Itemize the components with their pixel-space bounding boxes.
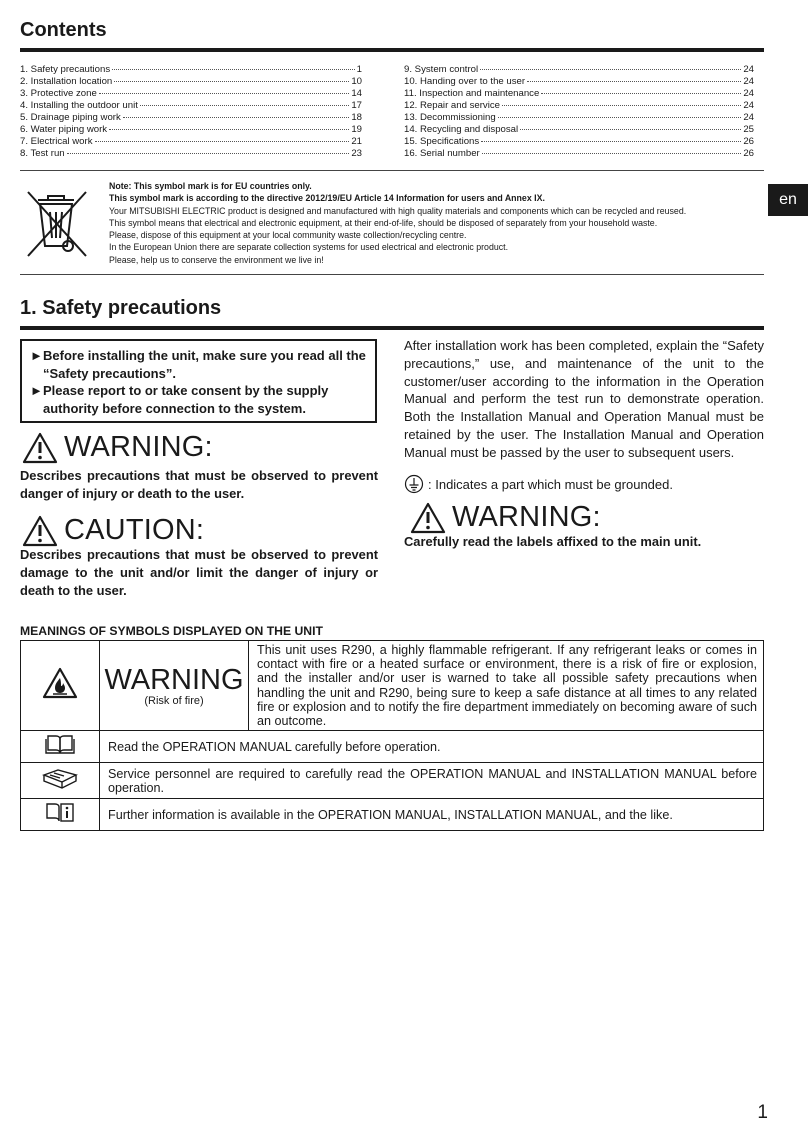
- toc-entry[interactable]: [404, 112, 754, 124]
- toc-right-column: [404, 64, 754, 160]
- safety-notice-box: [20, 339, 377, 423]
- toc-leader-dots: [109, 129, 349, 130]
- page-number: 1: [757, 1102, 768, 1123]
- eu-note: [109, 180, 759, 266]
- read-manual-text: Read the OPERATION MANUAL carefully before operation.: [100, 731, 764, 763]
- toc-entry[interactable]: [20, 100, 362, 112]
- toc-entry-title: 7. Electrical work: [20, 136, 93, 148]
- safety-rule: [20, 326, 764, 330]
- toc-leader-dots: [482, 153, 742, 154]
- eu-note-bold-2: This symbol mark is according to the directive 2012/19/EU Article 14 Information for users and Annex IX.: [109, 193, 545, 204]
- toc-entry-title: 9. System control: [404, 64, 479, 75]
- installation-explanation: After installation work has been completed, explain the “Safety precautions,” use, and maintenance of the unit to the customer/user according to the information in the Operation Manual and perform the test run to demonstrate operation. Both the Installation Manual and Operation Manual must be retained by the user. The Installation Manual and Operation Manual must be passed by the user to subsequent users.: [404, 338, 764, 460]
- eu-note-line-2: This symbol means that electrical and electronic equipment, at their end-of-life, should be disposed of separately from your household waste.: [109, 217, 658, 228]
- notice-line-1: Before installing the unit, make sure you read all the “Safety precautions”.: [43, 348, 366, 381]
- toc-entry[interactable]: [20, 136, 362, 148]
- ground-text: : Indicates a part which must be grounded.: [428, 476, 673, 492]
- toc-entry[interactable]: [20, 112, 362, 124]
- service-personnel-text: Service personnel are required to carefully read the OPERATION MANUAL and INSTALLATION MANUAL before operation.: [100, 763, 764, 799]
- warning-word: WARNING:: [64, 431, 213, 463]
- r290-description: This unit uses R290, a highly flammable refrigerant. If any refrigerant leaks or comes in contact with fire or a heated surface or environment, there is a risk of fire or explosion, and the installer and/or user is warned to take all possible safety precautions when handling the unit and R290, being sure to keep a safe distance at all times to any related fire or explosion and to notify the fire department immediately on becoming aware of such an outcome.: [249, 641, 764, 731]
- caution-signal: [22, 514, 204, 547]
- warning-description: Describes precautions that must be observed to prevent danger of injury or death to the user.: [20, 468, 378, 501]
- table-row: [21, 763, 764, 799]
- toc-entry-title: 14. Recycling and disposal: [404, 124, 519, 136]
- toc-entry-title: 10. Handing over to the user: [404, 76, 526, 88]
- toc-entry-title: 12. Repair and service: [404, 100, 500, 112]
- toc-entry-title: 1. Safety precautions: [20, 64, 111, 75]
- contents-heading: Contents: [20, 19, 107, 41]
- warning-signal: [22, 431, 213, 464]
- toc-entry-page: 18: [351, 112, 362, 124]
- table-row: [21, 731, 764, 763]
- toc-entry-title: 2. Installation location: [20, 76, 113, 88]
- caution-description: Describes precautions that must be observed to prevent damage to the unit and/or limit the danger of injury or death to the user.: [20, 547, 378, 598]
- symbols-table: [20, 640, 764, 831]
- toc-entry-page: 26: [743, 136, 754, 148]
- warning-triangle-icon: [410, 502, 446, 534]
- toc-entry-page: 1: [356, 64, 362, 75]
- toc-entry-title: 8. Test run: [20, 148, 65, 160]
- toc-entry[interactable]: [20, 124, 362, 136]
- toc-leader-dots: [520, 129, 741, 130]
- risk-of-fire-label: (Risk of fire): [144, 694, 204, 707]
- eu-note-line-4: In the European Union there are separate collection systems for used electrical and electronic product.: [109, 242, 509, 253]
- toc-entry-title: 11. Inspection and maintenance: [404, 88, 540, 100]
- toc-entry-page: 14: [351, 88, 362, 100]
- toc-entry-page: 26: [743, 148, 754, 160]
- crossed-bin-icon: [24, 186, 90, 262]
- toc-leader-dots: [140, 105, 349, 106]
- caution-word: CAUTION:: [64, 514, 205, 546]
- toc-entry-title: 6. Water piping work: [20, 124, 108, 136]
- toc-entry-page: 17: [351, 100, 362, 112]
- arrow-icon: ►: [30, 383, 43, 398]
- notice-line-2: Please report to or take consent by the supply authority before connection to the system.: [43, 383, 329, 416]
- toc-entry-title: 15. Specifications: [404, 136, 480, 148]
- toc-leader-dots: [481, 141, 741, 142]
- toc-entry-page: 10: [351, 76, 362, 88]
- toc-entry[interactable]: [20, 88, 362, 100]
- toc-entry-page: 21: [351, 136, 362, 148]
- toc-entry[interactable]: [404, 136, 754, 148]
- eu-note-bold-1: Note: This symbol mark is for EU countries only.: [109, 181, 312, 191]
- toc-entry-page: 24: [743, 88, 754, 100]
- toc-leader-dots: [498, 117, 742, 118]
- eu-note-line-3: Please, dispose of this equipment at your local community waste collection/recycling centre.: [109, 230, 467, 241]
- toc-entry[interactable]: [404, 64, 754, 76]
- toc-entry-title: 13. Decommissioning: [404, 112, 496, 124]
- toc-divider: [20, 170, 764, 171]
- ground-icon: [404, 474, 424, 494]
- toc-entry[interactable]: [20, 76, 362, 88]
- meanings-heading: MEANINGS OF SYMBOLS DISPLAYED ON THE UNIT: [20, 624, 323, 638]
- toc-entry-title: 3. Protective zone: [20, 88, 97, 100]
- toc-left-column: [20, 64, 362, 160]
- contents-rule: [20, 48, 764, 52]
- eu-note-line-1: Your MITSUBISHI ELECTRIC product is designed and manufactured with high quality materials and components which can be recycled and reused.: [109, 205, 687, 216]
- toc-entry-page: 24: [743, 112, 754, 124]
- language-tab: en: [768, 184, 808, 216]
- table-row: [21, 641, 764, 731]
- table-warning-label: WARNING: [104, 663, 244, 696]
- toc-leader-dots: [112, 69, 355, 70]
- eu-note-line-5: Please, help us to conserve the environment we live in!: [109, 254, 324, 265]
- toc-leader-dots: [67, 153, 350, 154]
- toc-entry-page: 19: [351, 124, 362, 136]
- ground-note: [404, 474, 673, 494]
- toc-entry-page: 25: [743, 124, 754, 136]
- warning-signal-2: [410, 501, 601, 534]
- toc-leader-dots: [123, 117, 350, 118]
- toc-leader-dots: [99, 93, 350, 94]
- toc-entry-page: 24: [743, 64, 754, 75]
- fire-warning-icon: [42, 667, 78, 699]
- toc-entry-page: 24: [743, 100, 754, 112]
- toc-entry[interactable]: [404, 148, 754, 160]
- caution-triangle-icon: [22, 515, 58, 547]
- arrow-icon: ►: [30, 348, 43, 363]
- toc-entry-title: 16. Serial number: [404, 148, 480, 160]
- warning-word-2: WARNING:: [452, 501, 601, 533]
- safety-heading: 1. Safety precautions: [20, 297, 222, 319]
- toc-entry-page: 23: [351, 148, 362, 160]
- operation-manual-icon: [45, 733, 75, 755]
- toc-entry[interactable]: [404, 124, 754, 136]
- toc-leader-dots: [527, 81, 741, 82]
- toc-leader-dots: [480, 69, 741, 70]
- warning-labels-description: Carefully read the labels affixed to the main unit.: [404, 534, 702, 549]
- toc-entry[interactable]: [20, 64, 362, 76]
- toc-leader-dots: [502, 105, 741, 106]
- toc-entry[interactable]: [404, 76, 754, 88]
- toc-entry[interactable]: [404, 100, 754, 112]
- toc-leader-dots: [114, 81, 349, 82]
- eu-divider: [20, 274, 764, 275]
- toc-leader-dots: [541, 93, 741, 94]
- warning-triangle-icon: [22, 432, 58, 464]
- further-information-text: Further information is available in the OPERATION MANUAL, INSTALLATION MANUAL, and the like.: [100, 799, 764, 831]
- toc-leader-dots: [95, 141, 350, 142]
- toc-entry[interactable]: [404, 88, 754, 100]
- toc-entry[interactable]: [20, 148, 362, 160]
- table-row: [21, 799, 764, 831]
- toc-entry-page: 24: [743, 76, 754, 88]
- toc-entry-title: 4. Installing the outdoor unit: [20, 100, 138, 112]
- service-manual-icon: [42, 767, 78, 789]
- information-manual-icon: [44, 801, 76, 823]
- toc-entry-title: 5. Drainage piping work: [20, 112, 121, 124]
